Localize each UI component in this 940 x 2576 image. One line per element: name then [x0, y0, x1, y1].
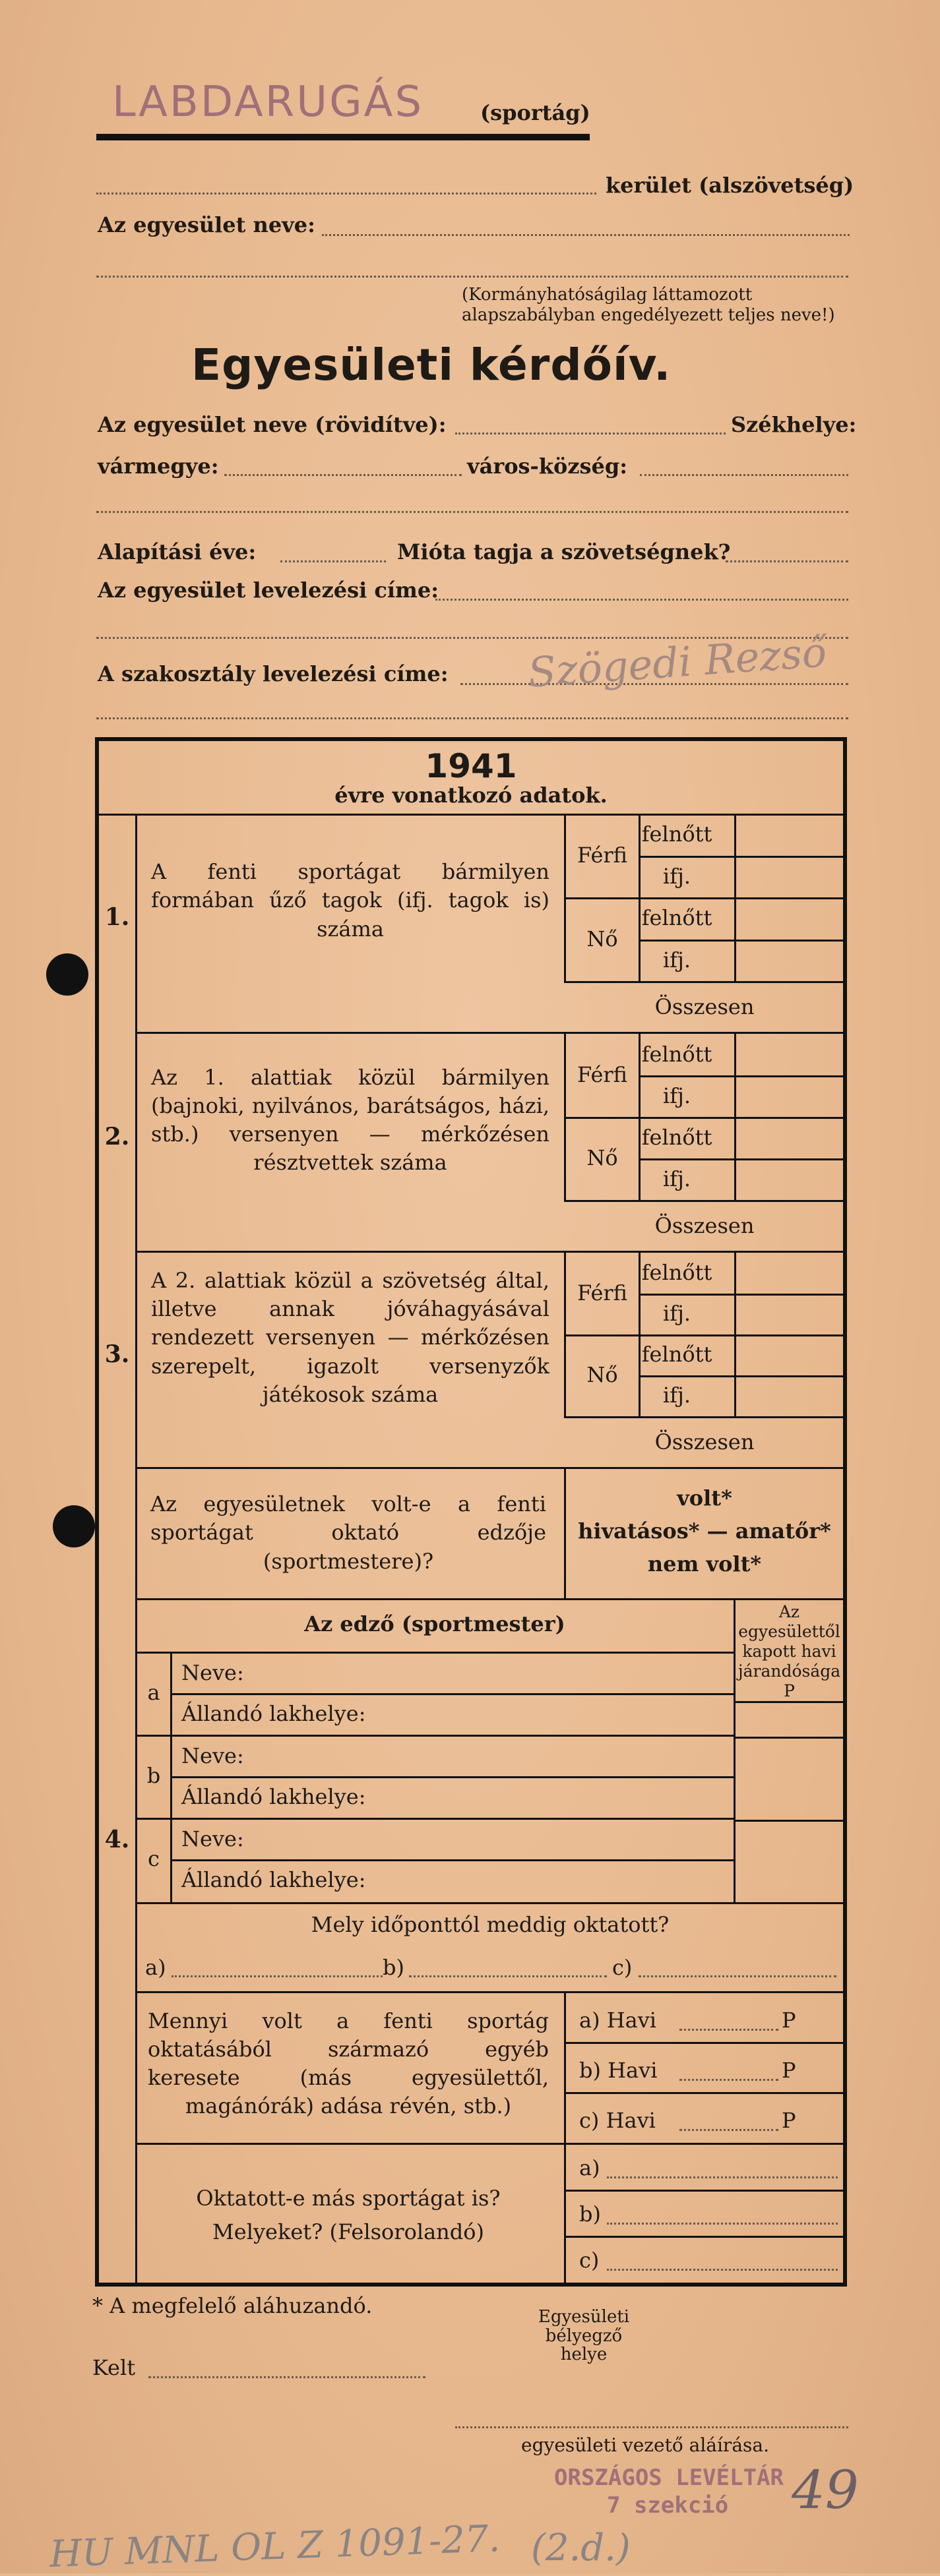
footnote: * A megfelelő aláhuzandó. — [92, 2293, 373, 2318]
rule — [135, 814, 137, 2283]
club-name-note: (Kormányhatóságilag láttamozott alapszabályban engedélyezett teljes neve!) — [462, 285, 835, 326]
rule — [135, 1902, 843, 1904]
pay-header: Az egyesülettől kapott havi járandósága P — [737, 1602, 841, 1700]
row-3-male-youth-label: ifj. — [662, 1301, 691, 1327]
signature-label: egyesületi vezető aláírása. — [521, 2434, 769, 2456]
rule — [566, 1117, 639, 1119]
rule — [135, 1652, 734, 1654]
rule — [641, 1334, 843, 1336]
row-3-question: A 2. alattiak közül a szövetség által, illetve annak jóváhagyásával rendezett versenyen — mérkőzésen szerepelt, igazolt versenyzők játékosok száma — [151, 1268, 549, 1407]
rule — [135, 1991, 843, 1993]
rule — [641, 1294, 843, 1296]
table-year-caption: évre vonatkozó adatok. — [334, 783, 608, 808]
rule — [170, 1654, 172, 1737]
club-name-line — [322, 234, 850, 236]
county-line — [224, 474, 462, 476]
punch-hole-top — [46, 953, 88, 996]
county-label: vármegye: — [98, 454, 219, 479]
row-2-female-youth-value[interactable] — [736, 1158, 843, 1200]
income-c-label: c) Havi — [579, 2108, 656, 2133]
page-number: 49 — [792, 2459, 859, 2521]
punch-hole-bottom — [53, 1505, 95, 1547]
sport-label: (sportág) — [480, 100, 590, 125]
rule — [566, 1334, 639, 1336]
coach-a-letter: a — [147, 1680, 160, 1706]
row-4-number: 4. — [104, 1825, 130, 1853]
blank-line — [96, 511, 848, 513]
city-label: város-község: — [467, 454, 628, 479]
other-c-label: c) — [579, 2248, 600, 2273]
row-3-female-youth-value[interactable] — [736, 1375, 843, 1416]
row-2-female-label: Nő — [586, 1145, 618, 1171]
period-a: a) — [145, 1955, 166, 1980]
founded-label: Alapítási éve: — [98, 539, 257, 564]
archive-reference-2: (2.d.) — [531, 2527, 631, 2569]
rule — [99, 814, 843, 816]
member-since-label: Mióta tagja a szövetségnek? — [397, 539, 731, 564]
row-1-female-adult-label: felnőtt — [641, 905, 712, 931]
rule — [641, 1375, 843, 1377]
income-b-line — [679, 2079, 778, 2081]
row-1-total-label: Összesen — [654, 994, 755, 1020]
row-3-male-adult-value[interactable] — [736, 1253, 843, 1294]
rule — [135, 1467, 843, 1469]
city-line — [640, 474, 848, 476]
row-1-female-youth-value[interactable] — [736, 940, 843, 982]
coach-b-address-label: Állandó lakhelye: — [181, 1784, 366, 1809]
club-name-line-2 — [96, 276, 848, 278]
rule — [135, 1818, 734, 1820]
club-name-label: Az egyesület neve: — [98, 212, 315, 237]
rule — [641, 1158, 843, 1160]
rule — [170, 1776, 734, 1778]
income-b-label: b) Havi — [579, 2058, 658, 2083]
row-1-male-label: Férfi — [577, 842, 628, 868]
row-3-number: 3. — [104, 1340, 130, 1368]
row-2-male-youth-label: ifj. — [662, 1083, 691, 1108]
row-3-female-youth-label: ifj. — [662, 1383, 691, 1408]
stamp-label: Egyesületi bélyegző helye — [538, 2307, 630, 2365]
district-line — [96, 193, 596, 195]
rule — [564, 2143, 566, 2283]
row-1-male-youth-label: ifj. — [662, 863, 691, 889]
income-question: Mennyi volt a fenti sportág oktatásából származó egyéb keresete (más egyesülettől, magánórák) adása révén, stb.) — [148, 2008, 549, 2119]
row-3-male-label: Férfi — [577, 1280, 628, 1306]
coach-answer-1: volt* — [677, 1485, 732, 1511]
income-a-currency: P — [782, 2008, 796, 2033]
rule — [564, 1991, 566, 2143]
founded-line — [280, 560, 386, 562]
coach-c-address-label: Állandó lakhelye: — [181, 1867, 366, 1892]
rule — [641, 1075, 843, 1077]
rule — [170, 1737, 172, 1820]
row-3-female-adult-label: felnőtt — [641, 1342, 712, 1367]
other-b-line — [607, 2223, 838, 2225]
income-b-currency: P — [782, 2058, 796, 2083]
rule — [734, 1034, 736, 1200]
signature-line — [455, 2426, 848, 2428]
rule — [170, 1859, 734, 1861]
row-1-female-label: Nő — [586, 926, 618, 951]
period-question: Mely időponttól meddig oktatott? — [311, 1912, 670, 1938]
row-2-total-label: Összesen — [654, 1213, 755, 1239]
coach-a-address-label: Állandó lakhelye: — [181, 1701, 366, 1726]
member-since-line — [726, 560, 848, 562]
row-3-male-youth-value[interactable] — [736, 1294, 843, 1334]
other-c-line — [607, 2269, 838, 2271]
table-year: 1941 — [425, 746, 517, 785]
row-1-male-adult-value[interactable] — [736, 814, 843, 856]
period-b-line — [409, 1975, 607, 1977]
section-postal-handwriting: Szögedi Rezső — [526, 628, 829, 697]
other-question: Oktatott-e más sportágat is? Melyeket? (Felsorolandó) — [196, 2185, 501, 2244]
short-name-line — [455, 433, 726, 434]
row-2-question: Az 1. alattiak közül bármilyen (bajnoki, nyilvános, barátságos, házi, stb.) versenyen — mérkőzésen résztvettek száma — [151, 1064, 549, 1176]
rule — [736, 1737, 843, 1739]
row-3-female-adult-value[interactable] — [736, 1334, 843, 1375]
rule — [641, 940, 843, 942]
rule — [736, 1701, 843, 1703]
period-a-line — [172, 1975, 383, 1977]
other-a-line — [607, 2176, 838, 2178]
rule — [170, 1820, 172, 1903]
coach-c-letter: c — [148, 1846, 160, 1872]
seat-label: Székhelye: — [731, 412, 857, 437]
sport-name: LABDARUGÁS — [112, 78, 424, 127]
rule — [566, 2236, 843, 2238]
row-1-male-adult-label: felnőtt — [641, 822, 712, 847]
income-a-label: a) Havi — [579, 2008, 657, 2033]
row-3-female-label: Nő — [586, 1362, 618, 1388]
row-3-male-adult-label: felnőtt — [641, 1260, 712, 1286]
short-name-label: Az egyesület neve (rövidítve): — [98, 412, 447, 437]
coach-answer-3: nem volt* — [647, 1551, 762, 1576]
coach-a-name-label: Neve: — [181, 1660, 244, 1685]
period-b: b) — [383, 1955, 404, 1980]
district-label: kerület (alszövetség) — [606, 173, 854, 198]
row-2-female-youth-label: ifj. — [662, 1166, 691, 1191]
row-1-female-adult-value[interactable] — [736, 897, 843, 940]
archive-reference: HU MNL OL Z 1091-27. — [49, 2517, 501, 2576]
archive-section: 7 szekció — [607, 2492, 729, 2519]
rule — [641, 856, 843, 858]
coach-b-name-label: Neve: — [181, 1743, 244, 1768]
row-2-male-label: Férfi — [577, 1062, 628, 1088]
other-b-label: b) — [579, 2202, 601, 2227]
section-postal-label: A szakosztály levelezési címe: — [98, 661, 449, 686]
form-title: Egyesületi kérdőív. — [191, 340, 672, 390]
postal-label: Az egyesület levelezési címe: — [98, 578, 439, 603]
archive-stamp: ORSZÁGOS LEVÉLTÁR — [554, 2465, 784, 2491]
income-c-line — [679, 2129, 778, 2131]
period-c-line — [639, 1975, 836, 1977]
header-rule — [96, 134, 590, 140]
coach-question: Az egyesületnek volt-e a fenti sportágat oktató edzője (sportmestere)? — [150, 1491, 546, 1574]
row-2-male-youth-value[interactable] — [736, 1075, 843, 1117]
rule — [170, 1693, 734, 1695]
rule — [641, 897, 843, 899]
row-2-female-adult-label: felnőtt — [641, 1124, 712, 1150]
row-1-male-youth-value[interactable] — [736, 856, 843, 898]
row-2-female-adult-value[interactable] — [736, 1117, 843, 1158]
rule — [734, 1253, 736, 1416]
rule — [734, 814, 736, 981]
coach-answer-2: hivatásos* — amatőr* — [578, 1518, 831, 1543]
period-c: c) — [612, 1955, 633, 1980]
row-1-number: 1. — [104, 903, 130, 931]
rule — [135, 1735, 734, 1737]
rule — [135, 1598, 843, 1600]
row-2-male-adult-value[interactable] — [736, 1034, 843, 1075]
row-2-number: 2. — [104, 1122, 130, 1151]
row-1-question: A fenti sportágat bármilyen formában űző tagok (ifj. tagok is) száma — [151, 859, 549, 942]
rule — [566, 897, 639, 899]
section-postal-line-2 — [96, 717, 848, 719]
rule — [566, 2042, 843, 2044]
income-a-line — [679, 2029, 778, 2031]
dated-line — [148, 2376, 425, 2378]
row-1-female-youth-label: ifj. — [662, 947, 691, 973]
rule — [736, 1820, 843, 1822]
coach-b-letter: b — [146, 1763, 161, 1789]
rule — [566, 2190, 843, 2192]
income-c-currency: P — [782, 2108, 796, 2133]
other-a-label: a) — [579, 2155, 600, 2180]
coach-header: Az edző (sportmester) — [304, 1611, 565, 1637]
rule — [135, 2143, 843, 2145]
rule — [566, 2092, 843, 2094]
dated-label: Kelt — [92, 2355, 136, 2380]
coach-c-name-label: Neve: — [181, 1826, 244, 1851]
row-3-total-label: Összesen — [654, 1429, 755, 1455]
postal-line — [435, 599, 848, 601]
rule — [641, 1117, 843, 1119]
row-2-male-adult-label: felnőtt — [641, 1041, 712, 1067]
